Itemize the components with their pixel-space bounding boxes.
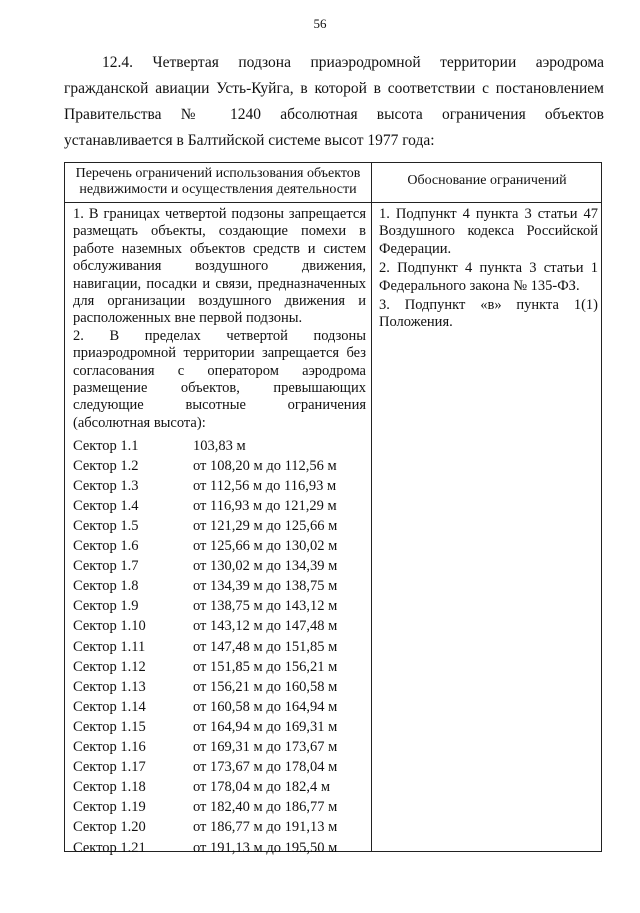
sector-height-value: от 134,39 м до 138,75 м — [193, 578, 338, 595]
sector-row — [73, 838, 366, 858]
sector-row — [73, 456, 366, 476]
sector-name: Сектор 1.14 — [73, 698, 146, 715]
restriction-item-1: 1. В границах четвертой подзоны запрещается размещать объекты, создающие помехи в работе наземных объектов средств и систем обслуживания воздушного движения, навигации, посадки и связи, предназначенных для организации воздушного движения и расположенных вне первой подзоны. — [73, 206, 366, 327]
header-restrictions-list: Перечень ограничений использования объектов недвижимости и осуществления деятельности — [75, 166, 361, 197]
sector-row — [73, 798, 366, 818]
sector-row — [73, 778, 366, 798]
sector-name: Сектор 1.9 — [73, 598, 139, 615]
sector-row — [73, 597, 366, 617]
sector-row — [73, 577, 366, 597]
sector-row — [73, 718, 366, 738]
sector-height-value: от 125,66 м до 130,02 м — [193, 538, 338, 555]
sector-height-value: от 147,48 м до 151,85 м — [193, 638, 338, 655]
sector-row — [73, 657, 366, 677]
justification-item-1: 1. Подпункт 4 пункта 3 статьи 47 Воздушного кодекса Российской Федерации. — [379, 206, 598, 257]
sector-height-value: от 121,29 м до 125,66 м — [193, 518, 338, 534]
sector-height-value: 103,83 м — [193, 437, 246, 454]
sector-height-value: от 164,94 м до 169,31 м — [193, 718, 338, 735]
sector-name: Сектор 1.17 — [73, 759, 146, 776]
sector-row — [73, 436, 366, 456]
sector-row — [73, 738, 366, 758]
sector-height-value: от 169,31 м до 173,67 м — [193, 739, 338, 756]
sector-row — [73, 698, 366, 718]
sector-height-value: от 112,56 м до 116,93 м — [193, 477, 337, 494]
table-header-row — [65, 163, 601, 203]
sector-name: Сектор 1.8 — [73, 578, 139, 595]
sector-height-value: от 138,75 м до 143,12 м — [193, 598, 338, 615]
sector-height-value: от 160,58 м до 164,94 м — [193, 698, 338, 715]
sector-height-value: от 173,67 м до 178,04 м — [193, 759, 338, 776]
sector-name: Сектор 1.15 — [73, 718, 146, 735]
intro-paragraph: 12.4. Четвертая подзона приаэродромной территории аэродрома гражданской авиации Усть-Куйга, в которой в соответствии с постановлением Правительства № 1240 абсолютная высота ограничения объектов устанавливается в Балтийской системе высот 1977 года: — [64, 54, 604, 149]
header-justification: Обоснование ограничений — [407, 173, 567, 188]
sector-row — [73, 758, 366, 778]
column-divider — [371, 163, 372, 851]
sector-name: Сектор 1.3 — [73, 477, 139, 494]
sector-name: Сектор 1.21 — [73, 839, 146, 856]
sector-height-value: от 116,93 м до 121,29 м — [193, 497, 337, 514]
sector-row — [73, 476, 366, 496]
sector-height-value: от 186,77 м до 191,13 м — [193, 819, 338, 836]
restriction-item-2: 2. В пределах четвертой подзоны приаэродромной территории запрещается без согласования с оператором аэродрома размещение объектов, превышающих следующие высотные ограничения (абсолютная высота): — [73, 327, 366, 431]
restrictions-table — [64, 162, 602, 856]
sector-height-value: от 151,85 м до 156,21 м — [193, 658, 338, 675]
sector-name: Сектор 1.7 — [73, 558, 139, 575]
restrictions-cell — [73, 206, 366, 858]
justification-item-3: 3. Подпункт «в» пункта 1(1) Положения. — [379, 297, 598, 331]
sector-name: Сектор 1.13 — [73, 678, 146, 695]
sector-height-value: от 108,20 м до 112,56 м — [193, 457, 337, 474]
page-number: 56 — [313, 16, 327, 31]
sector-row — [73, 557, 366, 577]
sector-row — [73, 818, 366, 838]
sector-name: Сектор 1.1 — [73, 437, 139, 454]
sector-row — [73, 497, 366, 517]
sector-row — [73, 637, 366, 657]
sector-list — [73, 436, 366, 858]
sector-height-value: от 178,04 м до 182,4 м — [193, 779, 330, 796]
sector-name: Сектор 1.18 — [73, 779, 146, 796]
sector-name: Сектор 1.6 — [73, 538, 139, 555]
justification-item-2: 2. Подпункт 4 пункта 3 статьи 1 Федерального закона № 135-ФЗ. — [379, 260, 598, 294]
sector-height-value: от 191,13 м до 195,50 м — [193, 839, 338, 856]
sector-row — [73, 617, 366, 637]
sector-name: Сектор 1.12 — [73, 658, 146, 675]
sector-name: Сектор 1.2 — [73, 457, 139, 474]
sector-name: Сектор 1.16 — [73, 739, 146, 756]
sector-row — [73, 537, 366, 557]
sector-name: Сектор 1.11 — [73, 638, 146, 655]
sector-height-value: от 182,40 м до 186,77 м — [193, 799, 338, 816]
sector-row — [73, 517, 366, 537]
sector-height-value: от 156,21 м до 160,58 м — [193, 678, 338, 695]
sector-name: Сектор 1.10 — [73, 618, 146, 635]
justification-cell — [379, 206, 598, 334]
sector-name: Сектор 1.19 — [73, 799, 146, 816]
sector-name: Сектор 1.5 — [73, 518, 139, 534]
sector-row — [73, 677, 366, 697]
sector-height-value: от 143,12 м до 147,48 м — [193, 618, 338, 635]
sector-name: Сектор 1.4 — [73, 497, 139, 514]
sector-height-value: от 130,02 м до 134,39 м — [193, 558, 338, 575]
sector-name: Сектор 1.20 — [73, 819, 146, 836]
